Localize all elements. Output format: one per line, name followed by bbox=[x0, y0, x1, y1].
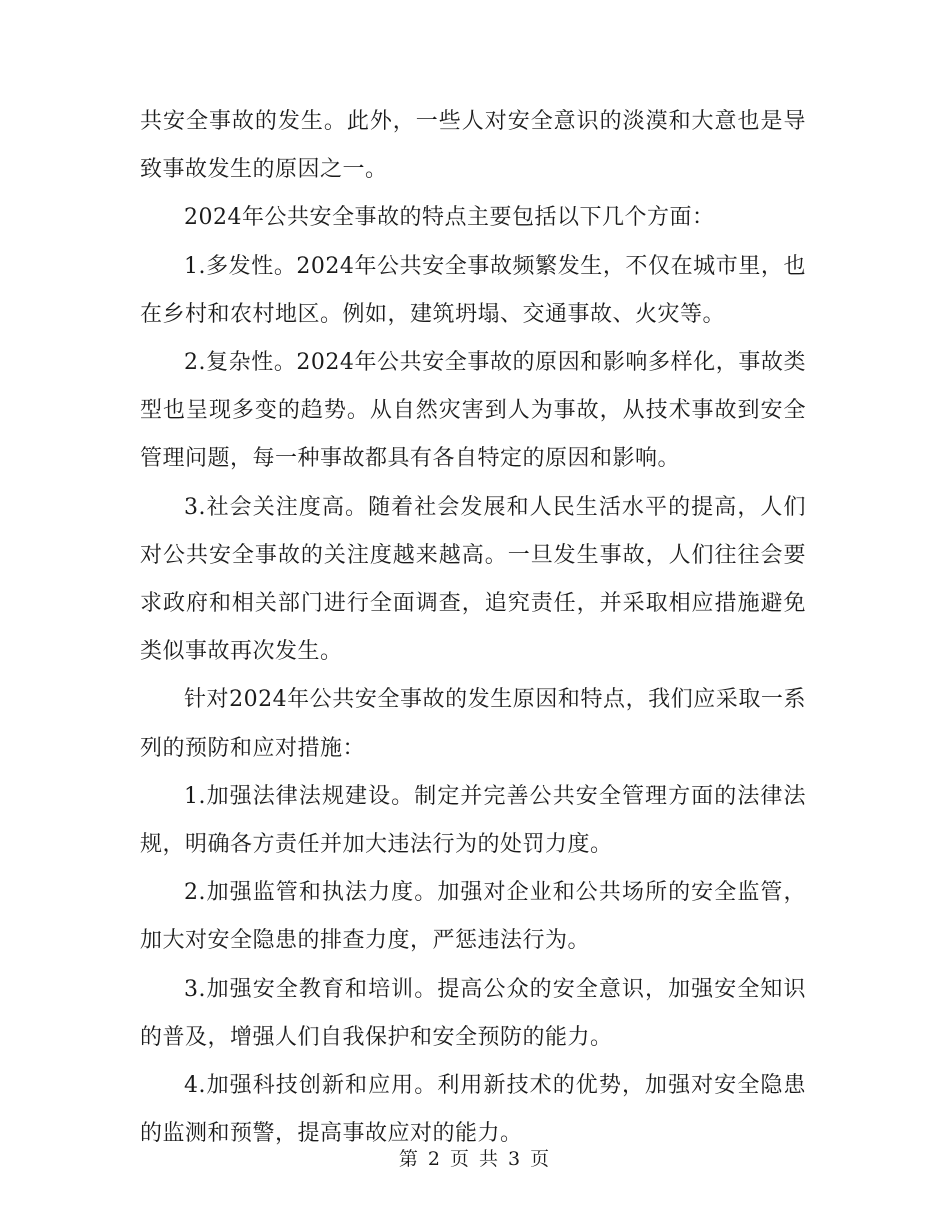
paragraph-1: 共安全事故的发生。此外，一些人对安全意识的淡漠和大意也是导致事故发生的原因之一。 bbox=[140, 109, 806, 183]
paragraph-8: 2.加强监管和执法力度。加强对企业和公共场所的安全监管，加大对安全隐患的排查力度，严惩违法行为。 bbox=[140, 880, 806, 954]
paragraph-10: 4.加强科技创新和应用。利用新技术的优势，加强对安全隐患的监测和预警，提高事故应对的能力。 bbox=[140, 1073, 806, 1147]
paragraph-2: 2024年公共安全事故的特点主要包括以下几个方面： bbox=[184, 205, 715, 231]
paragraph-3: 1.多发性。2024年公共安全事故频繁发生，不仅在城市里，也在乡村和农村地区。例如，建筑坍塌、交通事故、火灾等。 bbox=[140, 253, 806, 327]
paragraph-4: 2.复杂性。2024年公共安全事故的原因和影响多样化，事故类型也呈现多变的趋势。从自然灾害到人为事故，从技术事故到安全管理问题，每一种事故都具有各自特定的原因和影响。 bbox=[140, 350, 806, 472]
paragraph-6: 针对2024年公共安全事故的发生原因和特点，我们应采取一系列的预防和应对措施： bbox=[140, 687, 806, 761]
page-footer: 第 2 页 共 3 页 bbox=[398, 1148, 552, 1170]
document-body bbox=[140, 98, 806, 1158]
paragraph-7: 1.加强法律法规建设。制定并完善公共安全管理方面的法律法规，明确各方责任并加大违法行为的处罚力度。 bbox=[140, 783, 806, 858]
paragraph-9: 3.加强安全教育和培训。提高公众的安全意识，加强安全知识的普及，增强人们自我保护和安全预防的能力。 bbox=[140, 976, 806, 1050]
paragraph-5: 3.社会关注度高。随着社会发展和人民生活水平的提高，人们对公共安全事故的关注度越来越高。一旦发生事故，人们往往会要求政府和相关部门进行全面调查，追究责任，并采取相应措施避免类似事故再次发生。 bbox=[140, 494, 806, 665]
